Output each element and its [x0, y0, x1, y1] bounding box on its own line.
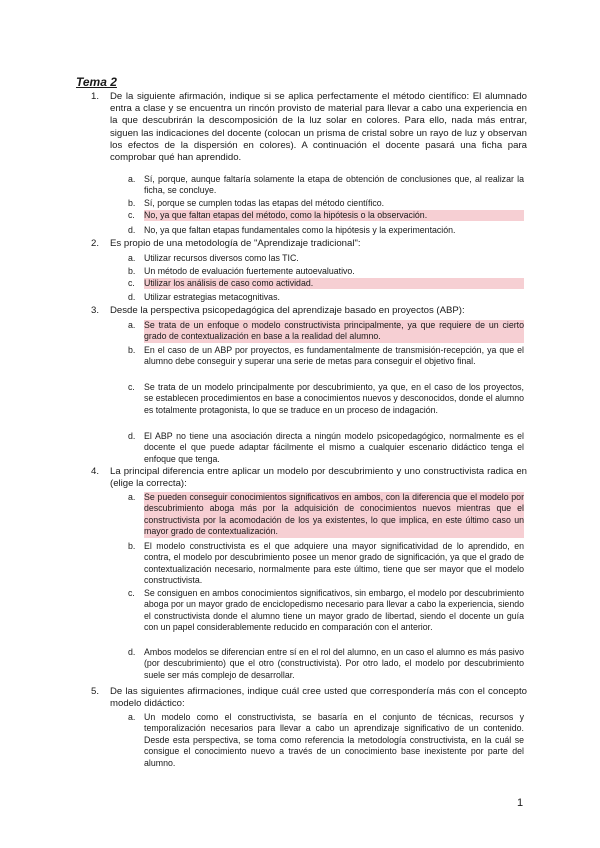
question-text: Es propio de una metodología de "Aprendizaje tradicional":: [110, 238, 361, 249]
option-1d: [128, 225, 524, 236]
option-4c: [128, 588, 524, 634]
option-letter: a.: [128, 492, 136, 502]
option-text: Se trata de un modelo principalmente por descubrimiento, ya que, en el caso de los proyectos, se establecen procedimientos en base a conocimientos nuevos y desconocidos, donde el alumno es totalmente protagonista, lo que se traduce en un proceso de indagación.: [144, 382, 524, 415]
option-letter: d.: [128, 292, 136, 302]
option-3b: [128, 345, 524, 368]
option-text: Sí, porque se cumplen todas las etapas del método científico.: [144, 198, 385, 208]
option-letter: a.: [128, 320, 136, 330]
page-number: 1: [517, 797, 524, 809]
option-1a: [128, 174, 524, 197]
option-2d: [128, 292, 524, 303]
question-1: [91, 91, 527, 164]
option-2c: [128, 278, 524, 289]
option-2a: [128, 253, 524, 264]
question-text: La principal diferencia entre aplicar un modelo por descubrimiento y uno constructivista radica en (elige la correcta):: [110, 466, 527, 490]
document-title: Tema 2: [76, 75, 117, 89]
question-number: 4.: [91, 466, 100, 477]
option-text: Se consiguen en ambos conocimientos significativos, sin embargo, el modelo por descubrimiento aboga por un mayor grado de enciclopedismo necesario para llevar a cabo la experiencia, siendo el constructivista donde el alumno tiene un mayor grado de libertad, siendo el docente un guía con un papel considerablemente reducido en comparación con el anterior.: [144, 588, 524, 633]
option-text: En el caso de un ABP por proyectos, es fundamentalmente de transmisión-recepción, ya que el alumno debe conseguir y superar una serie de metas para conseguir el objetivo final.: [144, 345, 524, 367]
option-text: Se pueden conseguir conocimientos significativos en ambos, con la diferencia que el modelo por descubrimiento aboga más por la adquisición de conocimientos nuevos mientras que el constructivista por la acomodación de los ya existentes, lo que implica, en este último caso un mayor grado de contextualización.: [144, 492, 524, 537]
option-letter: a.: [128, 712, 136, 722]
option-letter: c.: [128, 588, 135, 598]
option-1c: [128, 210, 524, 221]
option-text: Utilizar recursos diversos como las TIC.: [144, 253, 299, 263]
option-4b: [128, 541, 524, 587]
option-letter: a.: [128, 253, 136, 263]
option-letter: d.: [128, 225, 136, 235]
option-letter: b.: [128, 266, 136, 276]
question-4: [91, 466, 527, 490]
option-text: No, ya que faltan etapas fundamentales como la hipótesis y la experimentación.: [144, 225, 456, 235]
option-letter: b.: [128, 198, 136, 208]
option-letter: c.: [128, 278, 135, 288]
question-number: 3.: [91, 305, 100, 316]
option-letter: c.: [128, 210, 135, 220]
question-number: 2.: [91, 238, 100, 249]
option-letter: d.: [128, 431, 136, 441]
option-1b: [128, 198, 524, 209]
option-5a: [128, 712, 524, 769]
option-text: Sí, porque, aunque faltaría solamente la etapa de obtención de conclusiones que, al realizar la ficha, se concluye.: [144, 174, 524, 196]
option-3d: [128, 431, 524, 465]
option-text: Ambos modelos se diferencian entre sí en el rol del alumno, en un caso el alumno es más pasivo (por descubrimiento) que el otro (constructivista). Por otro lado, el modelo por descubrimiento suele ser más complejo de desarrollar.: [144, 647, 524, 680]
option-3a: [128, 320, 524, 343]
question-text: De las siguientes afirmaciones, indique cuál cree usted que correspondería más con el concepto modelo didáctico:: [110, 686, 527, 710]
option-text: Un modelo como el constructivista, se basaría en el conjunto de técnicas, recursos y temporalización necesarios para llevar a cabo un aprendizaje significativo de un contenido. Desde esta perspectiva, se toma como referencia la metodología constructivista, en la cuál se consigue el conocimiento nuevo a través de un conocimiento base inexistente por parte del alumno.: [144, 712, 524, 768]
option-letter: b.: [128, 345, 136, 355]
option-3c: [128, 382, 524, 416]
question-number: 1.: [91, 91, 100, 102]
option-text: El ABP no tiene una asociación directa a ningún modelo psicopedagógico, normalmente es el docente el que puede adaptar fácilmente el mismo a cualquier escenario didáctico tenga el enfoque que tenga.: [144, 431, 524, 464]
option-letter: a.: [128, 174, 136, 184]
option-text: Se trata de un enfoque o modelo constructivista principalmente, ya que requiere de un cierto grado de contextualización en base a la realidad del alumno.: [144, 320, 524, 342]
option-text: El modelo constructivista es el que adquiere una mayor significatividad de lo aprendido, en contra, el modelo por descubrimiento posee un menor grado de significación, ya que el grado de contextualización necesario, normalmente para este último, tiene que ser mayor que el modelo constructivista.: [144, 541, 524, 586]
option-letter: c.: [128, 382, 135, 392]
option-text: Utilizar los análisis de caso como actividad.: [144, 278, 524, 289]
option-text: No, ya que faltan etapas del método, como la hipótesis o la observación.: [144, 210, 524, 221]
question-number: 5.: [91, 686, 100, 697]
option-4a: [128, 492, 524, 538]
option-text: Un método de evaluación fuertemente autoevaluativo.: [144, 266, 355, 276]
question-text: Desde la perspectiva psicopedagógica del aprendizaje basado en proyectos (ABP):: [110, 305, 465, 316]
option-2b: [128, 266, 524, 277]
question-5: [91, 686, 527, 710]
option-letter: d.: [128, 647, 136, 657]
question-text: De la siguiente afirmación, indique si se aplica perfectamente el método científico: El alumnado entra a clase y se encuentra un rincón provisto de material para llevar a cabo una experiencia en la que descubrirán la descomposición de la luz solar en colores. Para ello, nada más entrar, siguen las indicaciones del docente (colocan un prisma de cristal sobre un rayo de luz y observan los efectos de la dispersión en colores). A continuación el docente pasará una ficha para comprobar qué han aprendido.: [110, 91, 527, 164]
option-4d: [128, 647, 524, 681]
option-text: Utilizar estrategias metacognitivas.: [144, 292, 280, 302]
question-2: [91, 238, 527, 250]
question-3: [91, 305, 527, 317]
option-letter: b.: [128, 541, 136, 551]
